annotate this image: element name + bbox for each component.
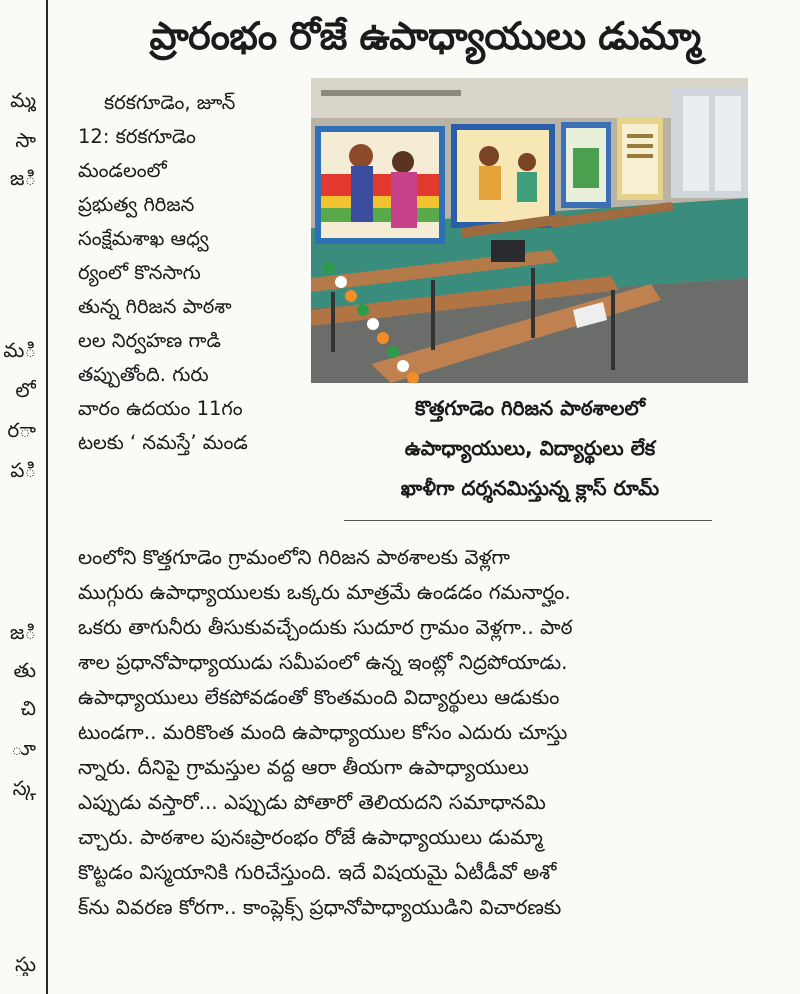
caption-line: ఉపాధ్యాయులు, విద్యార్థులు లేక bbox=[404, 436, 656, 460]
column-fragment: ార bbox=[7, 418, 36, 442]
body-line: ఎప్పుడు వస్తారో... ఎప్పుడు పోతారో తెలియదని సమాధానమి bbox=[78, 790, 546, 814]
classroom-photo bbox=[311, 78, 748, 383]
lead-line: తున్న గిరిజన పాఠశా bbox=[78, 295, 232, 318]
lead-line: సంక్షేమశాఖ ఆధ్వ bbox=[78, 227, 209, 250]
lead-line: ర్యంలో కొనసాగు bbox=[78, 261, 201, 284]
column-fragment: ూ bbox=[11, 736, 36, 760]
column-fragment: స్తు bbox=[15, 952, 36, 976]
body-line: చ్చారు. పాఠశాల పునఃప్రారంభం రోజే ఉపాధ్యాయులు డుమ్మా bbox=[78, 825, 543, 849]
body-line: క్‌ను వివరణ కోరగా.. కాంప్లెక్స్ ప్రధానోపాధ్యాయుడిని విచారణకు bbox=[78, 895, 562, 919]
body-line: శాల ప్రధానోపాధ్యాయుడు సమీపంలో ఉన్న ఇంట్లో నిద్రపోయాడు. bbox=[78, 650, 568, 674]
column-fragment: చి bbox=[20, 696, 36, 720]
lead-line: కరకగూడెం, జూన్ bbox=[104, 91, 236, 114]
body-line: లంలోని కొత్తగూడెం గ్రామంలోని గిరిజన పాఠశాలకు వెళ్లగా bbox=[78, 545, 510, 569]
article-headline: ప్రారంభం రోజే ఉపాధ్యాయులు డుమ్మా bbox=[149, 14, 701, 58]
column-rule bbox=[46, 0, 48, 994]
lead-line: టలకు ‘ నమస్తే’ మండ bbox=[78, 431, 248, 454]
photo-caption bbox=[316, 388, 744, 508]
lead-line: 12: కరకగూడెం bbox=[78, 125, 196, 148]
lead-line: లల నిర్వహణ గాడి bbox=[78, 329, 221, 352]
body-line: ఒకరు తాగునీరు తీసుకువచ్చేందుకు సుదూర గ్రామం వెళ్లగా.. పాఠ bbox=[78, 615, 573, 639]
lead-line: తప్పుతోంది. గురు bbox=[78, 363, 209, 386]
column-fragment: లో bbox=[15, 378, 36, 402]
body-line: ముగ్గురు ఉపాధ్యాయులకు ఒక్కరు మాత్రమే ఉండడం గమనార్హం. bbox=[78, 580, 571, 604]
body-line: న్నారు. దీనిపై గ్రామస్తుల వద్ద ఆరా తీయగా ఉపాధ్యాయులు bbox=[78, 755, 529, 779]
column-fragment: ిజ bbox=[9, 166, 36, 190]
lead-line: మండలంలో bbox=[78, 159, 167, 182]
article-lead bbox=[78, 86, 298, 460]
column-fragment: మ్మ bbox=[10, 88, 36, 112]
lead-line: వారం ఉదయం 11గం bbox=[78, 397, 243, 420]
column-fragment: సా bbox=[15, 128, 36, 152]
adjacent-column-fragments bbox=[0, 0, 44, 994]
body-line: టుండగా.. మరికొంత మంది ఉపాధ్యాయుల కోసం ఎదురు చూస్తు bbox=[78, 720, 568, 744]
caption-line: ఖాళీగా దర్శనమిస్తున్న క్లాస్ రూమ్ bbox=[400, 476, 660, 500]
caption-line: కొత్తగూడెం గిరిజన పాఠశాలలో bbox=[414, 396, 646, 420]
body-line: కొట్టడం విస్మయానికి గురిచేస్తుంది. ఇదే విషయమై ఏటీడీవో అశో bbox=[78, 860, 557, 884]
lead-line: ప్రభుత్వ గిరిజన bbox=[78, 193, 195, 216]
column-fragment: స్క bbox=[12, 776, 36, 800]
column-fragment: ిప bbox=[10, 458, 36, 482]
column-fragment: తు bbox=[13, 658, 36, 682]
article-body bbox=[78, 540, 750, 925]
column-fragment: ిజ bbox=[9, 620, 36, 644]
body-line: ఉపాధ్యాయులు లేకపోవడంతో కొంతమంది విద్యార్థులు ఆడుకుం bbox=[78, 685, 560, 709]
caption-rule bbox=[344, 520, 712, 521]
column-fragment: ిమ bbox=[3, 338, 36, 362]
